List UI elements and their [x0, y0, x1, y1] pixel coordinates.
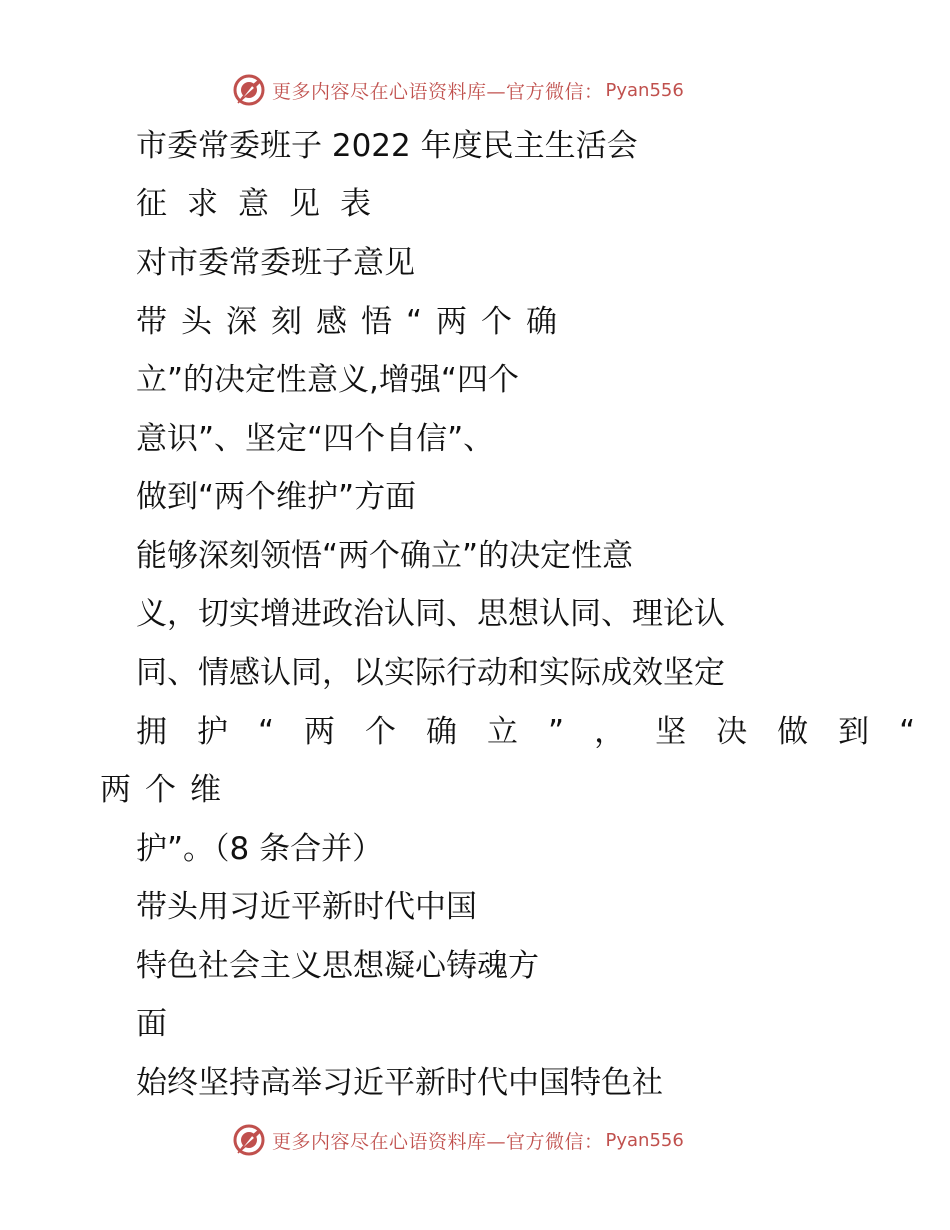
footer-watermark-banner: [232, 1122, 684, 1158]
doc-paragraph-line: 同、情感认同，以实际行动和实际成效坚定: [136, 655, 725, 691]
doc-paragraph-line: 两个维: [100, 772, 235, 808]
pen-logo-icon: [232, 1123, 266, 1157]
doc-subheading-line-1: 带头深刻感悟“两个确: [136, 304, 572, 340]
header-watermark-banner: [232, 72, 684, 108]
doc-subheading-line-2: 立”的决定性意义,增强“四个: [136, 362, 519, 398]
footer-wechat-id: Pyan556: [605, 1129, 684, 1151]
doc-subheading-line: 特色社会主义思想凝心铸魂方: [136, 948, 539, 984]
doc-subheading-line: 带头用习近平新时代中国: [136, 889, 477, 925]
header-banner-text: 更多内容尽在心语资料库—官方微信：: [272, 80, 604, 103]
doc-title-line-2: 征求意见表: [136, 186, 391, 222]
doc-paragraph-line: 拥护“两个确立”，坚决做到“: [136, 714, 946, 750]
footer-banner-text: 更多内容尽在心语资料库—官方微信：: [272, 1130, 604, 1153]
doc-section-heading: 对市委常委班子意见: [136, 245, 415, 281]
doc-subheading-line: 面: [136, 1006, 167, 1042]
pen-logo-icon: [232, 73, 266, 107]
doc-subheading-line-3: 意识”、坚定“四个自信”、: [136, 421, 495, 457]
doc-paragraph-line: 始终坚持高举习近平新时代中国特色社: [136, 1065, 663, 1101]
header-wechat-id: Pyan556: [605, 79, 684, 101]
doc-paragraph-line: 义，切实增进政治认同、思想认同、理论认: [136, 596, 725, 632]
doc-title-line-1: 市委常委班子 2022 年度民主生活会: [136, 128, 638, 164]
doc-subheading-line-4: 做到“两个维护”方面: [136, 479, 417, 515]
doc-paragraph-line: 能够深刻领悟“两个确立”的决定性意: [136, 538, 634, 574]
doc-paragraph-line: 护”。（8 条合并）: [136, 831, 384, 867]
